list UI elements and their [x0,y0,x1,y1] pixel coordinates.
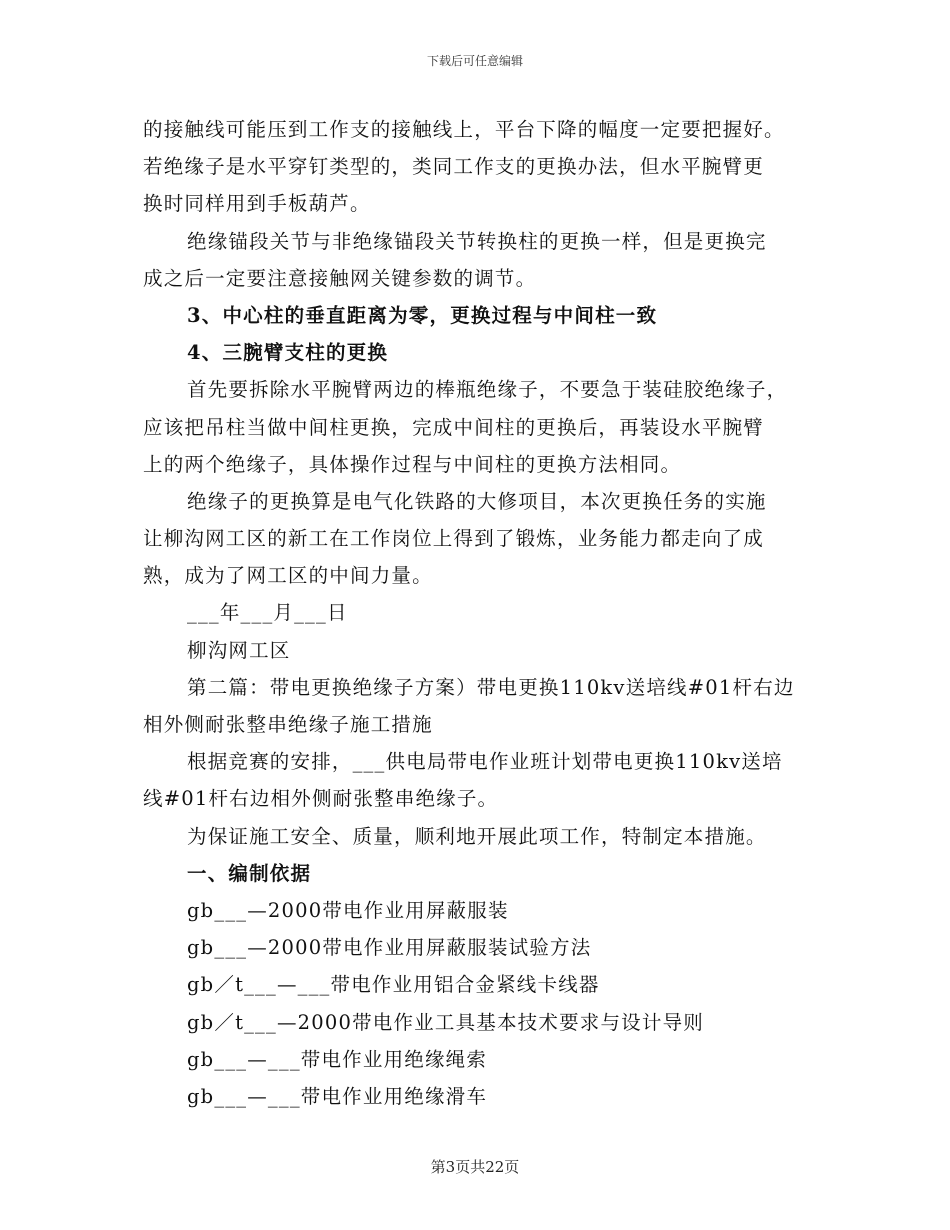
paragraph-line: 第二篇：带电更换绝缘子方案）带电更换110kv送培线#01杆右边 [187,675,795,699]
paragraph-line: 成之后一定要注意接触网关键参数的调节。 [143,266,537,290]
paragraph-line: 换时同样用到手板葫芦。 [143,192,371,216]
section-heading-line: 4、三腕臂支柱的更换 [187,341,389,365]
section-heading-line: 3、中心柱的垂直距离为零，更换过程与中间柱一致 [187,303,658,327]
paragraph-line: 的接触线可能压到工作支的接触线上，平台下降的幅度一定要把握好。 [143,118,785,141]
section-heading-line: 一、编制依据 [187,861,312,885]
paragraph-line: 若绝缘子是水平穿钉类型的，类同工作支的更换办法，但水平腕臂更 [143,155,765,179]
paragraph-line: 熟，成为了网工区的中间力量。 [143,564,433,588]
paragraph-line: 上的两个绝缘子，具体操作过程与中间柱的更换方法相同。 [143,452,682,476]
paragraph-line: gb／t___—2000带电作业工具基本技术要求与设计导则 [187,1010,704,1034]
paragraph-line: ___年___月___日 [187,601,348,625]
paragraph-line: 为保证施工安全、质量，顺利地开展此项工作，特制定本措施。 [187,824,767,848]
paragraph-line: gb___—2000带电作业用屏蔽服装试验方法 [187,936,592,960]
paragraph-line: 应该把吊柱当做中间柱更换，完成中间柱的更换后，再装设水平腕臂 [143,415,765,439]
page-number-footer: 第3页共22页 [430,1158,520,1176]
paragraph-line: gb___—___带电作业用绝缘滑车 [187,1084,488,1108]
paragraph-line: 相外侧耐张整串绝缘子施工措施 [143,713,433,736]
paragraph-line: gb／t___—___带电作业用铝合金紧线卡线器 [187,973,600,997]
paragraph-line: gb___—2000带电作业用屏蔽服装 [187,898,509,922]
paragraph-line: gb___—___带电作业用绝缘绳索 [187,1047,488,1071]
paragraph-line: 绝缘子的更换算是电气化铁路的大修项目，本次更换任务的实施 [187,489,767,513]
paragraph-line: 线#01杆右边相外侧耐张整串绝缘子。 [143,787,499,811]
paragraph-line: 绝缘锚段关节与非绝缘锚段关节转换柱的更换一样，但是更换完 [187,229,767,253]
paragraph-line: 首先要拆除水平腕臂两边的棒瓶绝缘子，不要急于装硅胶绝缘子， [187,378,788,402]
page-header-note: 下载后可任意编辑 [426,54,523,68]
paragraph-line: 柳沟网工区 [187,638,291,662]
paragraph-line: 让柳沟网工区的新工在工作岗位上得到了锻炼，业务能力都走向了成 [143,527,765,551]
paragraph-line: 根据竞赛的安排，___供电局带电作业班计划带电更换110kv送培 [187,750,783,774]
document-body [143,111,807,1115]
